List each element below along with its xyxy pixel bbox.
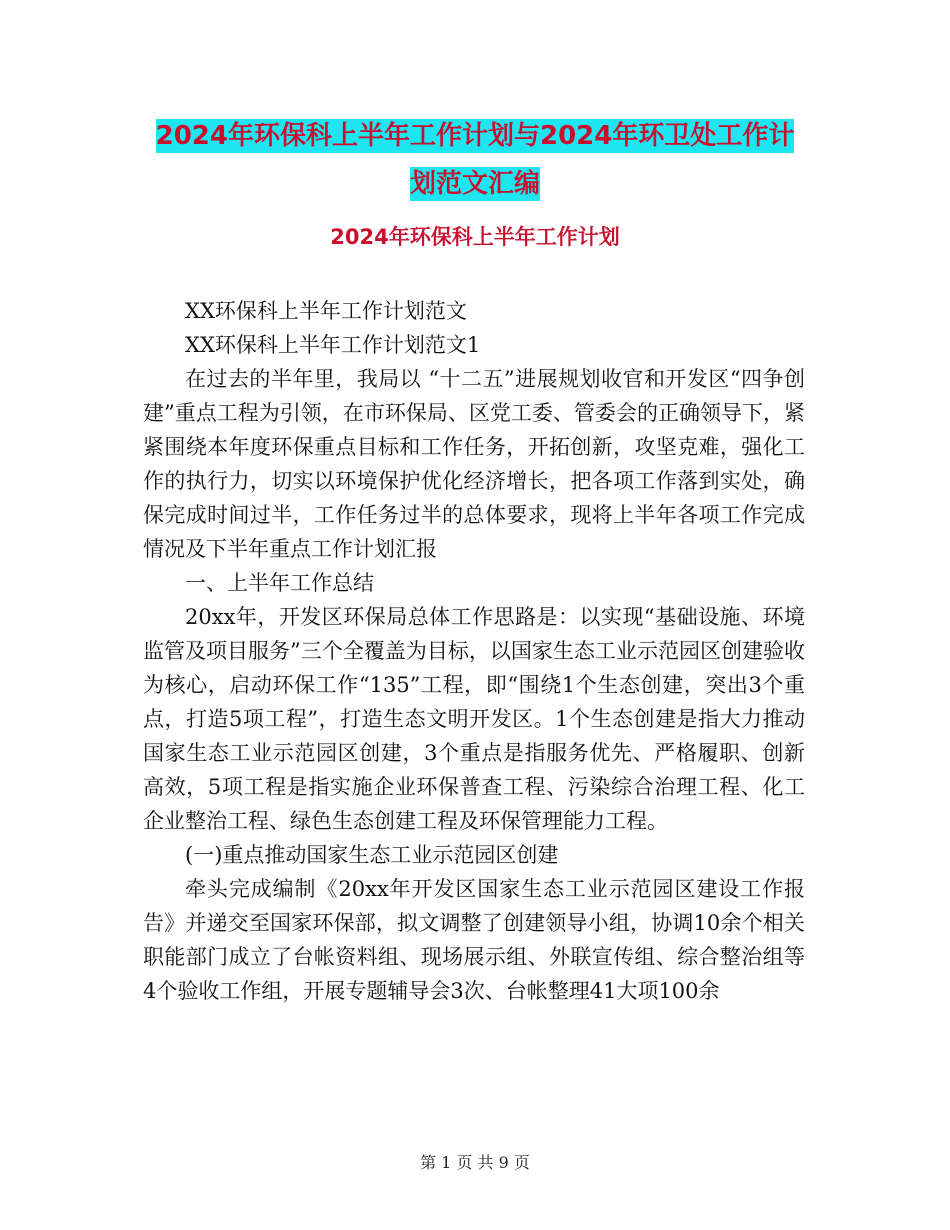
body-paragraph: XX环保科上半年工作计划范文1 <box>185 333 481 357</box>
body-paragraph: XX环保科上半年工作计划范文 <box>185 299 467 323</box>
document-title-line-1: 2024年环保科上半年工作计划与2024年环卫处工作计 <box>155 121 795 151</box>
section-heading: 2024年环保科上半年工作计划 <box>330 225 620 249</box>
body-paragraph: 牵头完成编制《20xx年开发区国家生态工业示范园区建设工作报告》并递交至国家环保部，拟文调整了创建领导小组，协调10余个相关职能部门成立了台帐资料组、现场展示组、外联宣传组、综合整治组等4个验收工作组，开展专题辅导会3次、台帐整理41大项100余 <box>143 877 805 1003</box>
section-subheading: 一、上半年工作总结 <box>185 571 374 595</box>
body-paragraph: 在过去的半年里，我局以 “十二五”进展规划收官和开发区“四争创建”重点工程为引领，在市环保局、区党工委、管委会的正确领导下，紧紧围绕本年度环保重点目标和工作任务，开拓创新，攻坚克难，强化工作的执行力，切实以环境保护优化经济增长，把各项工作落到实处，确保完成时间过半，工作任务过半的总体要求，现将上半年各项工作完成情况及下半年重点工作计划汇报 <box>143 367 805 561</box>
section-subheading: (一)重点推动国家生态工业示范园区创建 <box>185 843 559 867</box>
document-title-line-2: 划范文汇编 <box>409 169 540 199</box>
document-title <box>0 112 950 208</box>
document-body <box>143 294 805 1008</box>
page-footer: 第 1 页 共 9 页 <box>420 1153 530 1172</box>
body-paragraph: 20xx年，开发区环保局总体工作思路是：以实现“基础设施、环境监管及项目服务”三个全覆盖为目标，以国家生态工业示范园区创建验收为核心，启动环保工作“135”工程，即“围绕1个生态创建，突出3个重点，打造5项工程”，打造生态文明开发区。1个生态创建是指大力推动国家生态工业示范园区创建，3个重点是指服务优先、严格履职、创新高效，5项工程是指实施企业环保普查工程、污染综合治理工程、化工企业整治工程、绿色生态创建工程及环保管理能力工程。 <box>143 605 805 833</box>
